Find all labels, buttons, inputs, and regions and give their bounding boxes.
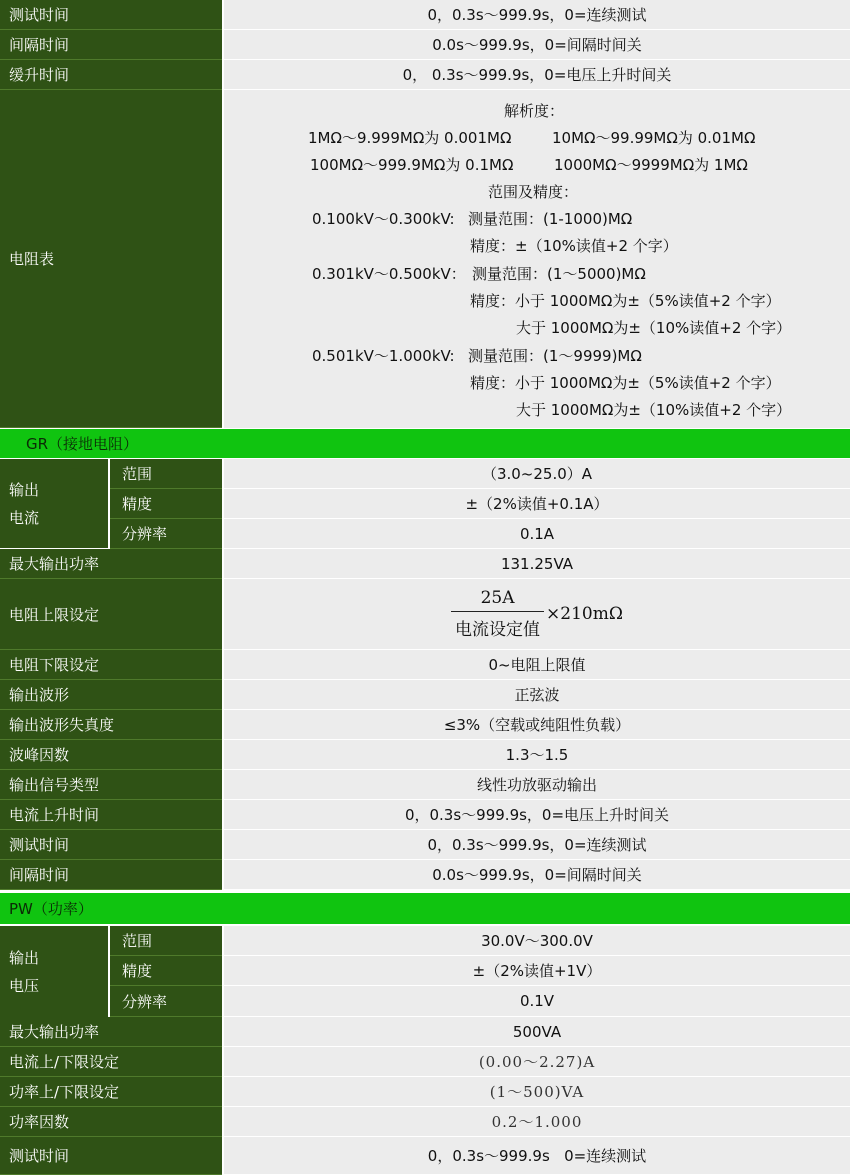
spec-row-interval-time <box>0 860 850 890</box>
resolution-line: 1MΩ～9.999MΩ为 0.001MΩ <box>308 129 512 147</box>
spec-row-power-factor <box>0 1107 850 1137</box>
row-label: 测试时间 <box>0 0 222 30</box>
spec-row-resistance-upper <box>0 579 850 650</box>
spec-row-power-limit <box>0 1077 850 1107</box>
row-value: 500VA <box>224 1017 850 1047</box>
row-value: 0.1V <box>224 986 850 1017</box>
spec-row-current-limit <box>0 1047 850 1077</box>
row-label: 输出波形 <box>0 680 222 710</box>
group-label-line: 电流 <box>9 508 40 527</box>
row-value <box>224 579 850 650</box>
formula <box>451 588 623 640</box>
row-value: 正弦波 <box>224 680 850 710</box>
row-value: ≤3%（空载或纯阻性负载） <box>224 710 850 740</box>
row-label: 测试时间 <box>0 1137 222 1175</box>
formula-multiplier: ×210mΩ <box>546 604 623 624</box>
fraction-numerator: 25A <box>480 588 515 608</box>
row-label: 间隔时间 <box>0 30 222 60</box>
spec-row-distortion <box>0 710 850 740</box>
spec-row-signal-type <box>0 770 850 800</box>
section-header-pw: PW（功率） <box>0 893 850 924</box>
measure-range: 测量范围：(1～5000)MΩ <box>472 265 646 283</box>
fraction-denominator: 电流设定值 <box>451 611 544 640</box>
accuracy-line: 精度：±（10%读值+2 个字） <box>470 237 678 255</box>
row-value: (1～500)VA <box>224 1077 850 1107</box>
row-value: 0，0.3s～999.9s 0=连续测试 <box>224 1137 850 1175</box>
group-label-line: 电压 <box>9 976 40 995</box>
voltage-range: 0.501kV～1.000kV: <box>312 347 455 365</box>
resolution-line: 100MΩ～999.9MΩ为 0.1MΩ <box>310 156 514 174</box>
row-label: 最大输出功率 <box>0 1017 222 1047</box>
row-value: （3.0~25.0）A <box>224 459 850 489</box>
row-label: 测试时间 <box>0 830 222 860</box>
fraction <box>451 588 544 640</box>
group-label-line: 输出 <box>9 948 40 967</box>
sub-label-accuracy: 精度 <box>110 956 222 986</box>
row-value: 0，0.3s～999.9s，0=连续测试 <box>224 0 850 30</box>
voltage-range: 0.100kV～0.300kV: <box>312 210 455 228</box>
gr-range-row <box>0 459 850 489</box>
row-label: 电阻表 <box>0 90 222 428</box>
row-value: 30.0V～300.0V <box>224 926 850 956</box>
row-value: 0.1A <box>224 519 850 549</box>
row-value: 131.25VA <box>224 549 850 579</box>
spec-row-waveform <box>0 680 850 710</box>
spec-row-max-power <box>0 1017 850 1047</box>
row-value: ±（2%读值+1V） <box>224 956 850 986</box>
pw-range-row <box>0 926 850 956</box>
accuracy-line: 大于 1000MΩ为±（10%读值+2 个字） <box>516 319 792 337</box>
spec-row-current-rise <box>0 800 850 830</box>
row-label: 间隔时间 <box>0 860 222 890</box>
row-label: 功率上/下限设定 <box>0 1077 222 1107</box>
row-label: 电阻上限设定 <box>0 579 222 650</box>
spec-row-max-power <box>0 549 850 579</box>
row-label: 电流上升时间 <box>0 800 222 830</box>
sub-label-accuracy: 精度 <box>110 489 222 519</box>
sub-label-range: 范围 <box>110 459 222 489</box>
resolution-line: 1000MΩ～9999MΩ为 1MΩ <box>554 156 748 174</box>
spec-row-test-time <box>0 0 850 30</box>
row-value: 线性功放驱动输出 <box>224 770 850 800</box>
resolution-heading: 解析度： <box>504 102 565 120</box>
row-value: (0.00～2.27)A <box>224 1047 850 1077</box>
row-value: 0~电阻上限值 <box>224 650 850 680</box>
section-header-gr: GR（接地电阻） <box>0 429 850 458</box>
gr-accuracy-row <box>0 489 850 519</box>
row-value: 0.0s～999.9s，0=间隔时间关 <box>224 860 850 890</box>
row-label: 电流上/下限设定 <box>0 1047 222 1077</box>
row-value: ±（2%读值+0.1A） <box>224 489 850 519</box>
accuracy-line: 精度：小于 1000MΩ为±（5%读值+2 个字） <box>470 292 781 310</box>
voltage-range: 0.301kV～0.500kV： <box>312 265 466 283</box>
spec-row-resistance-lower <box>0 650 850 680</box>
measure-range: 测量范围：(1～9999)MΩ <box>468 347 642 365</box>
row-value: 0.2～1.000 <box>224 1107 850 1137</box>
row-value: 0， 0.3s～999.9s，0=电压上升时间关 <box>224 60 850 90</box>
spec-row-test-time <box>0 1137 850 1175</box>
accuracy-line: 大于 1000MΩ为±（10%读值+2 个字） <box>516 401 792 419</box>
row-label: 缓升时间 <box>0 60 222 90</box>
gr-resolution-row <box>0 519 850 549</box>
sub-label-range: 范围 <box>110 926 222 956</box>
sub-label-resolution: 分辨率 <box>110 519 222 549</box>
row-value: 1.3～1.5 <box>224 740 850 770</box>
row-label: 输出波形失真度 <box>0 710 222 740</box>
row-label: 输出信号类型 <box>0 770 222 800</box>
row-value: 0.0s～999.9s，0=间隔时间关 <box>224 30 850 60</box>
group-label-line: 输出 <box>9 480 40 499</box>
spec-row-ramp-time <box>0 60 850 90</box>
row-value: 0，0.3s～999.9s，0=连续测试 <box>224 830 850 860</box>
row-value: 0，0.3s～999.9s，0=电压上升时间关 <box>224 800 850 830</box>
spec-row-crest-factor <box>0 740 850 770</box>
pw-accuracy-row <box>0 956 850 986</box>
spec-row-resistance-meter <box>0 90 850 428</box>
row-label: 波峰因数 <box>0 740 222 770</box>
range-accuracy-heading: 范围及精度： <box>488 183 579 201</box>
sub-label-resolution: 分辨率 <box>110 986 222 1017</box>
resistance-detail <box>224 90 850 428</box>
spec-row-interval-time <box>0 30 850 60</box>
spec-row-test-time <box>0 830 850 860</box>
measure-range: 测量范围：(1-1000)MΩ <box>468 210 633 228</box>
row-label: 最大输出功率 <box>0 549 222 579</box>
row-label: 电阻下限设定 <box>0 650 222 680</box>
resolution-line: 10MΩ～99.99MΩ为 0.01MΩ <box>552 129 756 147</box>
row-label: 功率因数 <box>0 1107 222 1137</box>
accuracy-line: 精度：小于 1000MΩ为±（5%读值+2 个字） <box>470 374 781 392</box>
pw-resolution-row <box>0 986 850 1017</box>
